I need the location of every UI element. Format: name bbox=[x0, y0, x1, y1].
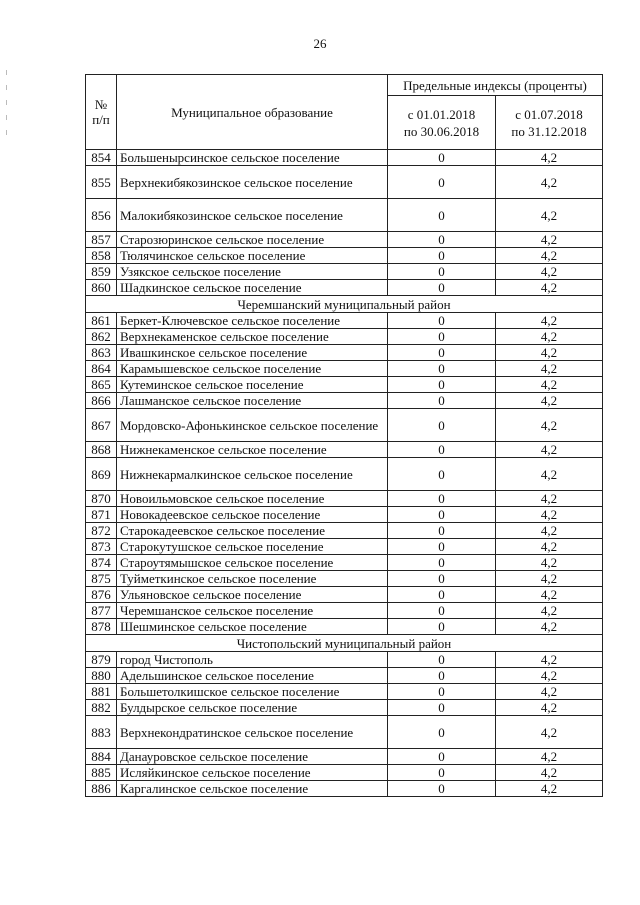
table-row bbox=[86, 555, 603, 571]
index-second-half-cell: 4,2 bbox=[496, 248, 603, 264]
row-number-cell: 877 bbox=[86, 603, 117, 619]
municipality-name-cell: Большетолкишское сельское поселение bbox=[117, 684, 388, 700]
row-number-cell: 880 bbox=[86, 668, 117, 684]
municipality-name-cell: Тюлячинское сельское поселение bbox=[117, 248, 388, 264]
index-first-half-cell: 0 bbox=[388, 491, 496, 507]
municipality-name-cell: Старозюринское сельское поселение bbox=[117, 232, 388, 248]
header-period-first-half bbox=[388, 96, 496, 150]
row-number-cell: 878 bbox=[86, 619, 117, 635]
table-row bbox=[86, 166, 603, 199]
index-first-half-cell: 0 bbox=[388, 264, 496, 280]
table-row bbox=[86, 458, 603, 491]
row-number-cell: 857 bbox=[86, 232, 117, 248]
index-second-half-cell: 4,2 bbox=[496, 409, 603, 442]
index-first-half-cell: 0 bbox=[388, 150, 496, 166]
index-second-half-cell: 4,2 bbox=[496, 555, 603, 571]
index-second-half-cell: 4,2 bbox=[496, 361, 603, 377]
index-first-half-cell: 0 bbox=[388, 507, 496, 523]
municipality-name-cell: Лашманское сельское поселение bbox=[117, 393, 388, 409]
index-second-half-cell: 4,2 bbox=[496, 491, 603, 507]
table-row bbox=[86, 491, 603, 507]
municipality-name-cell: Исляйкинское сельское поселение bbox=[117, 765, 388, 781]
index-first-half-cell: 0 bbox=[388, 749, 496, 765]
index-second-half-cell: 4,2 bbox=[496, 507, 603, 523]
index-first-half-cell: 0 bbox=[388, 409, 496, 442]
index-first-half-cell: 0 bbox=[388, 393, 496, 409]
index-second-half-cell: 4,2 bbox=[496, 781, 603, 797]
index-first-half-cell: 0 bbox=[388, 377, 496, 393]
index-second-half-cell: 4,2 bbox=[496, 700, 603, 716]
index-first-half-cell: 0 bbox=[388, 345, 496, 361]
index-second-half-cell: 4,2 bbox=[496, 329, 603, 345]
row-number-cell: 863 bbox=[86, 345, 117, 361]
row-number-cell: 860 bbox=[86, 280, 117, 296]
scan-margin-marks bbox=[6, 70, 9, 150]
municipality-name-cell: Нижнекаменское сельское поселение bbox=[117, 442, 388, 458]
row-number-cell: 875 bbox=[86, 571, 117, 587]
header-limit-indices: Предельные индексы (проценты) bbox=[388, 75, 603, 96]
table-row bbox=[86, 329, 603, 345]
table-row bbox=[86, 377, 603, 393]
index-first-half-cell: 0 bbox=[388, 523, 496, 539]
row-number-cell: 868 bbox=[86, 442, 117, 458]
municipality-name-cell: Новоильмовское сельское поселение bbox=[117, 491, 388, 507]
table-row bbox=[86, 539, 603, 555]
district-title: Чистопольский муниципальный район bbox=[86, 635, 603, 652]
index-first-half-cell: 0 bbox=[388, 555, 496, 571]
table-row bbox=[86, 280, 603, 296]
index-second-half-cell: 4,2 bbox=[496, 716, 603, 749]
municipality-name-cell: Ивашкинское сельское поселение bbox=[117, 345, 388, 361]
district-section-row bbox=[86, 635, 603, 652]
row-number-cell: 884 bbox=[86, 749, 117, 765]
table-row bbox=[86, 652, 603, 668]
index-first-half-cell: 0 bbox=[388, 313, 496, 329]
table-header bbox=[86, 75, 603, 150]
index-first-half-cell: 0 bbox=[388, 765, 496, 781]
row-number-cell: 861 bbox=[86, 313, 117, 329]
page-number: 26 bbox=[313, 36, 327, 51]
row-number-cell: 859 bbox=[86, 264, 117, 280]
index-second-half-cell: 4,2 bbox=[496, 232, 603, 248]
indices-table bbox=[85, 74, 603, 797]
municipality-name-cell: Старокадеевское сельское поселение bbox=[117, 523, 388, 539]
index-first-half-cell: 0 bbox=[388, 652, 496, 668]
table-row bbox=[86, 507, 603, 523]
index-first-half-cell: 0 bbox=[388, 199, 496, 232]
index-first-half-cell: 0 bbox=[388, 361, 496, 377]
header-period-second-half bbox=[496, 96, 603, 150]
header-number-line2: п/п bbox=[92, 112, 110, 127]
table-row bbox=[86, 668, 603, 684]
row-number-cell: 874 bbox=[86, 555, 117, 571]
municipality-name-cell: Новокадеевское сельское поселение bbox=[117, 507, 388, 523]
table-row bbox=[86, 684, 603, 700]
index-second-half-cell: 4,2 bbox=[496, 765, 603, 781]
municipality-name-cell: Старокутушское сельское поселение bbox=[117, 539, 388, 555]
index-first-half-cell: 0 bbox=[388, 442, 496, 458]
table-row bbox=[86, 700, 603, 716]
index-second-half-cell: 4,2 bbox=[496, 458, 603, 491]
municipality-name-cell: город Чистополь bbox=[117, 652, 388, 668]
row-number-cell: 879 bbox=[86, 652, 117, 668]
index-first-half-cell: 0 bbox=[388, 700, 496, 716]
table-row bbox=[86, 571, 603, 587]
municipality-name-cell: Верхнекибякозинское сельское поселение bbox=[117, 166, 388, 199]
municipality-name-cell: Староутямышское сельское поселение bbox=[117, 555, 388, 571]
row-number-cell: 866 bbox=[86, 393, 117, 409]
municipality-name-cell: Карамышевское сельское поселение bbox=[117, 361, 388, 377]
table-row bbox=[86, 232, 603, 248]
row-number-cell: 858 bbox=[86, 248, 117, 264]
municipality-name-cell: Кутеминское сельское поселение bbox=[117, 377, 388, 393]
row-number-cell: 882 bbox=[86, 700, 117, 716]
index-second-half-cell: 4,2 bbox=[496, 749, 603, 765]
header-number-line1: № bbox=[94, 97, 108, 112]
table-row bbox=[86, 361, 603, 377]
row-number-cell: 854 bbox=[86, 150, 117, 166]
index-first-half-cell: 0 bbox=[388, 166, 496, 199]
row-number-cell: 869 bbox=[86, 458, 117, 491]
municipality-name-cell: Туйметкинское сельское поселение bbox=[117, 571, 388, 587]
row-number-cell: 856 bbox=[86, 199, 117, 232]
table-row bbox=[86, 248, 603, 264]
table-row bbox=[86, 150, 603, 166]
index-first-half-cell: 0 bbox=[388, 232, 496, 248]
index-second-half-cell: 4,2 bbox=[496, 199, 603, 232]
row-number-cell: 873 bbox=[86, 539, 117, 555]
row-number-cell: 855 bbox=[86, 166, 117, 199]
index-first-half-cell: 0 bbox=[388, 571, 496, 587]
municipality-name-cell: Беркет-Ключевское сельское поселение bbox=[117, 313, 388, 329]
district-title: Черемшанский муниципальный район bbox=[86, 296, 603, 313]
index-first-half-cell: 0 bbox=[388, 329, 496, 345]
row-number-cell: 885 bbox=[86, 765, 117, 781]
municipality-name-cell: Мордовско-Афонькинское сельское поселение bbox=[117, 409, 388, 442]
municipality-name-cell: Верхнекондратинское сельское поселение bbox=[117, 716, 388, 749]
index-second-half-cell: 4,2 bbox=[496, 150, 603, 166]
index-first-half-cell: 0 bbox=[388, 603, 496, 619]
row-number-cell: 881 bbox=[86, 684, 117, 700]
index-first-half-cell: 0 bbox=[388, 668, 496, 684]
index-first-half-cell: 0 bbox=[388, 280, 496, 296]
header-period-a-from: с 01.01.2018 bbox=[407, 106, 476, 122]
index-second-half-cell: 4,2 bbox=[496, 442, 603, 458]
row-number-cell: 862 bbox=[86, 329, 117, 345]
municipality-name-cell: Большенырсинское сельское поселение bbox=[117, 150, 388, 166]
row-number-cell: 871 bbox=[86, 507, 117, 523]
municipality-name-cell: Черемшанское сельское поселение bbox=[117, 603, 388, 619]
index-second-half-cell: 4,2 bbox=[496, 539, 603, 555]
table-body bbox=[86, 150, 603, 797]
row-number-cell: 865 bbox=[86, 377, 117, 393]
index-second-half-cell: 4,2 bbox=[496, 571, 603, 587]
row-number-cell: 872 bbox=[86, 523, 117, 539]
index-second-half-cell: 4,2 bbox=[496, 166, 603, 199]
municipality-name-cell: Ульяновское сельское поселение bbox=[117, 587, 388, 603]
index-first-half-cell: 0 bbox=[388, 619, 496, 635]
municipality-name-cell: Адельшинское сельское поселение bbox=[117, 668, 388, 684]
row-number-cell: 886 bbox=[86, 781, 117, 797]
row-number-cell: 864 bbox=[86, 361, 117, 377]
index-second-half-cell: 4,2 bbox=[496, 280, 603, 296]
table-row bbox=[86, 587, 603, 603]
table-row bbox=[86, 781, 603, 797]
municipality-name-cell: Верхнекаменское сельское поселение bbox=[117, 329, 388, 345]
municipality-name-cell: Малокибякозинское сельское поселение bbox=[117, 199, 388, 232]
row-number-cell: 883 bbox=[86, 716, 117, 749]
table-row bbox=[86, 409, 603, 442]
municipality-name-cell: Шешминское сельское поселение bbox=[117, 619, 388, 635]
header-municipality: Муниципальное образование bbox=[117, 75, 388, 150]
table-row bbox=[86, 603, 603, 619]
index-second-half-cell: 4,2 bbox=[496, 603, 603, 619]
index-first-half-cell: 0 bbox=[388, 458, 496, 491]
table-row bbox=[86, 749, 603, 765]
table-row bbox=[86, 264, 603, 280]
index-second-half-cell: 4,2 bbox=[496, 377, 603, 393]
index-second-half-cell: 4,2 bbox=[496, 393, 603, 409]
district-section-row bbox=[86, 296, 603, 313]
table-row bbox=[86, 393, 603, 409]
table-row bbox=[86, 199, 603, 232]
index-second-half-cell: 4,2 bbox=[496, 668, 603, 684]
header-period-b-from: с 01.07.2018 bbox=[515, 106, 583, 122]
header-period-b-to: по 31.12.2018 bbox=[511, 123, 587, 139]
index-second-half-cell: 4,2 bbox=[496, 264, 603, 280]
index-second-half-cell: 4,2 bbox=[496, 652, 603, 668]
index-first-half-cell: 0 bbox=[388, 781, 496, 797]
municipality-name-cell: Шадкинское сельское поселение bbox=[117, 280, 388, 296]
header-number bbox=[86, 75, 117, 150]
municipality-name-cell: Узякское сельское поселение bbox=[117, 264, 388, 280]
index-second-half-cell: 4,2 bbox=[496, 587, 603, 603]
row-number-cell: 867 bbox=[86, 409, 117, 442]
municipality-name-cell: Каргалинское сельское поселение bbox=[117, 781, 388, 797]
row-number-cell: 876 bbox=[86, 587, 117, 603]
table-row bbox=[86, 619, 603, 635]
header-period-a-to: по 30.06.2018 bbox=[403, 123, 480, 139]
table-row bbox=[86, 523, 603, 539]
index-second-half-cell: 4,2 bbox=[496, 523, 603, 539]
municipality-name-cell: Данауровское сельское поселение bbox=[117, 749, 388, 765]
index-second-half-cell: 4,2 bbox=[496, 345, 603, 361]
index-first-half-cell: 0 bbox=[388, 716, 496, 749]
table-row bbox=[86, 716, 603, 749]
table-row bbox=[86, 442, 603, 458]
index-first-half-cell: 0 bbox=[388, 587, 496, 603]
municipality-name-cell: Булдырское сельское поселение bbox=[117, 700, 388, 716]
table-row bbox=[86, 345, 603, 361]
table-row bbox=[86, 765, 603, 781]
index-second-half-cell: 4,2 bbox=[496, 684, 603, 700]
index-first-half-cell: 0 bbox=[388, 684, 496, 700]
index-first-half-cell: 0 bbox=[388, 248, 496, 264]
municipality-name-cell: Нижнекармалкинское сельское поселение bbox=[117, 458, 388, 491]
index-first-half-cell: 0 bbox=[388, 539, 496, 555]
table-row bbox=[86, 313, 603, 329]
index-second-half-cell: 4,2 bbox=[496, 313, 603, 329]
index-second-half-cell: 4,2 bbox=[496, 619, 603, 635]
row-number-cell: 870 bbox=[86, 491, 117, 507]
